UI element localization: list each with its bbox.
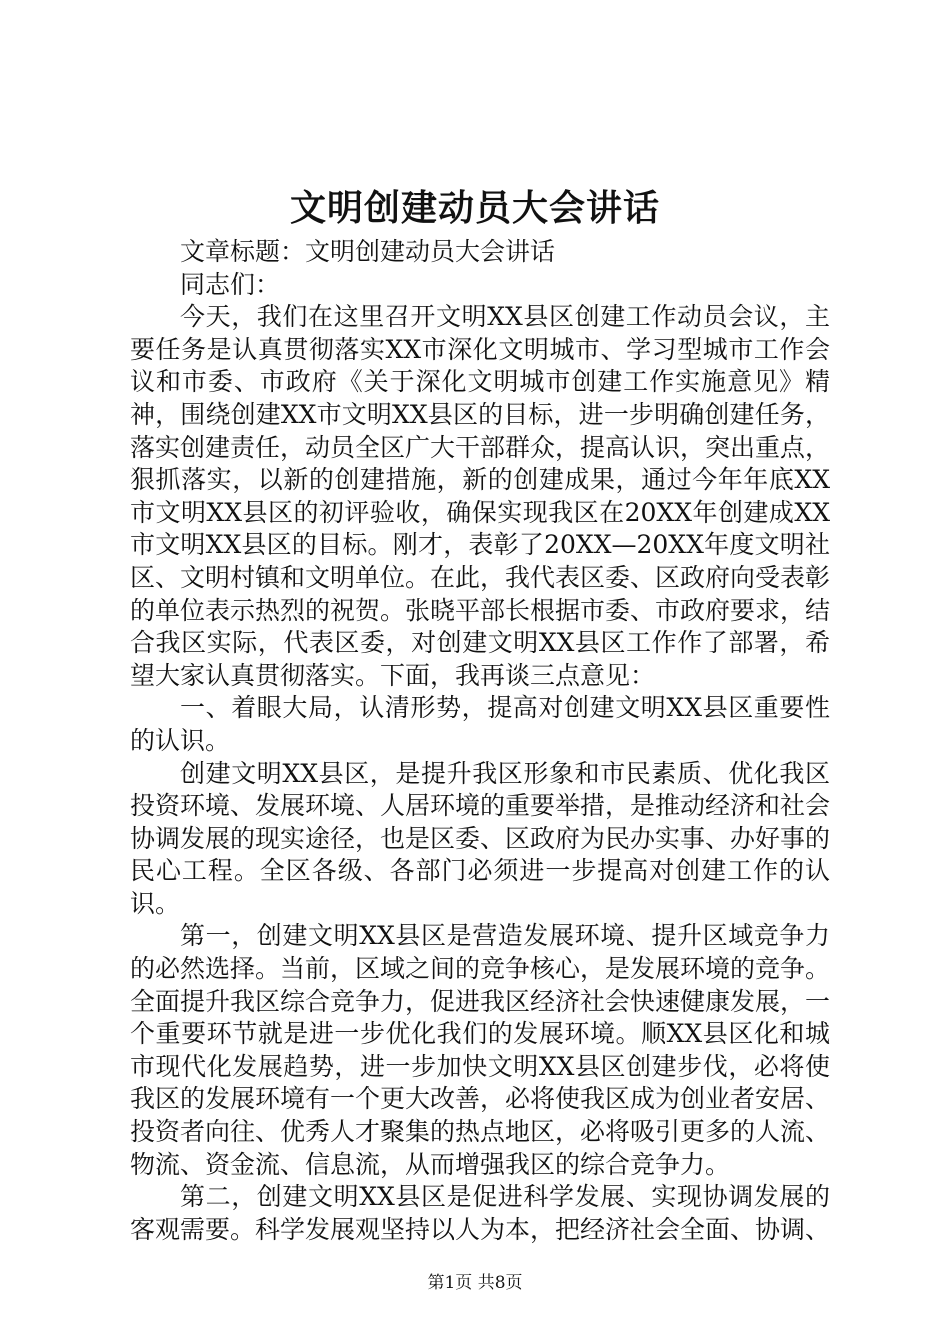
paragraph-section-one-body: 创建文明XX县区，是提升我区形象和市民素质、优化我区投资环境、发展环境、人居环境的重要举措，是推动经济和社会协调发展的现实途径，也是区委、区政府为民办实事、办好事的民心工程。全区各级、各部门必须进一步提高对创建工作的认识。 <box>130 758 831 918</box>
paragraph-opening: 今天，我们在这里召开文明XX县区创建工作动员会议，主要任务是认真贯彻落实XX市深化文明城市、学习型城市工作会议和市委、市政府《关于深化文明城市创建工作实施意见》精神，围绕创建XX市文明XX县区的目标，进一步明确创建任务，落实创建责任，动员全区广大干部群众，提高认识，突出重点，狠抓落实，以新的创建措施，新的创建成果，通过今年年底XX市文明XX县区的初评验收，确保实现我区在20XX年创建成XX市文明XX县区的目标。刚才，表彰了20XX—20XX年度文明社区、文明村镇和文明单位。在此，我代表区委、区政府向受表彰的单位表示热烈的祝贺。张晓平部长根据市委、市政府要求，结合我区实际，代表区委，对创建文明XX县区工作作了部署，希望大家认真贯彻落实。下面，我再谈三点意见： <box>130 302 831 690</box>
paragraph-article-title: 文章标题：文明创建动员大会讲话 <box>180 237 556 266</box>
document-body <box>130 236 830 1246</box>
page-footer: 第1页 共8页 <box>427 1273 523 1293</box>
document-title: 文明创建动员大会讲话 <box>289 187 660 229</box>
paragraph-salutation: 同志们： <box>180 269 281 299</box>
paragraph-section-one-heading: 一、着眼大局，认清形势，提高对创建文明XX县区重要性的认识。 <box>130 693 830 755</box>
paragraph-point-two: 第二，创建文明XX县区是促进科学发展、实现协调发展的客观需要。科学发展观坚持以人为本，把经济社会全面、协调、 <box>130 1182 831 1244</box>
paragraph-point-one: 第一，创建文明XX县区是营造发展环境、提升区域竞争力的必然选择。当前，区域之间的竞争核心，是发展环境的竞争。全面提升我区综合竞争力，促进我区经济社会快速健康发展，一个重要环节就是进一步优化我们的发展环境。顺XX县区化和城市现代化发展趋势，进一步加快文明XX县区创建步伐，必将使我区的发展环境有一个更大改善，必将使我区成为创业者安居、投资者向往、优秀人才聚集的热点地区，必将吸引更多的人流、物流、资金流、信息流，从而增强我区的综合竞争力。 <box>130 921 831 1179</box>
